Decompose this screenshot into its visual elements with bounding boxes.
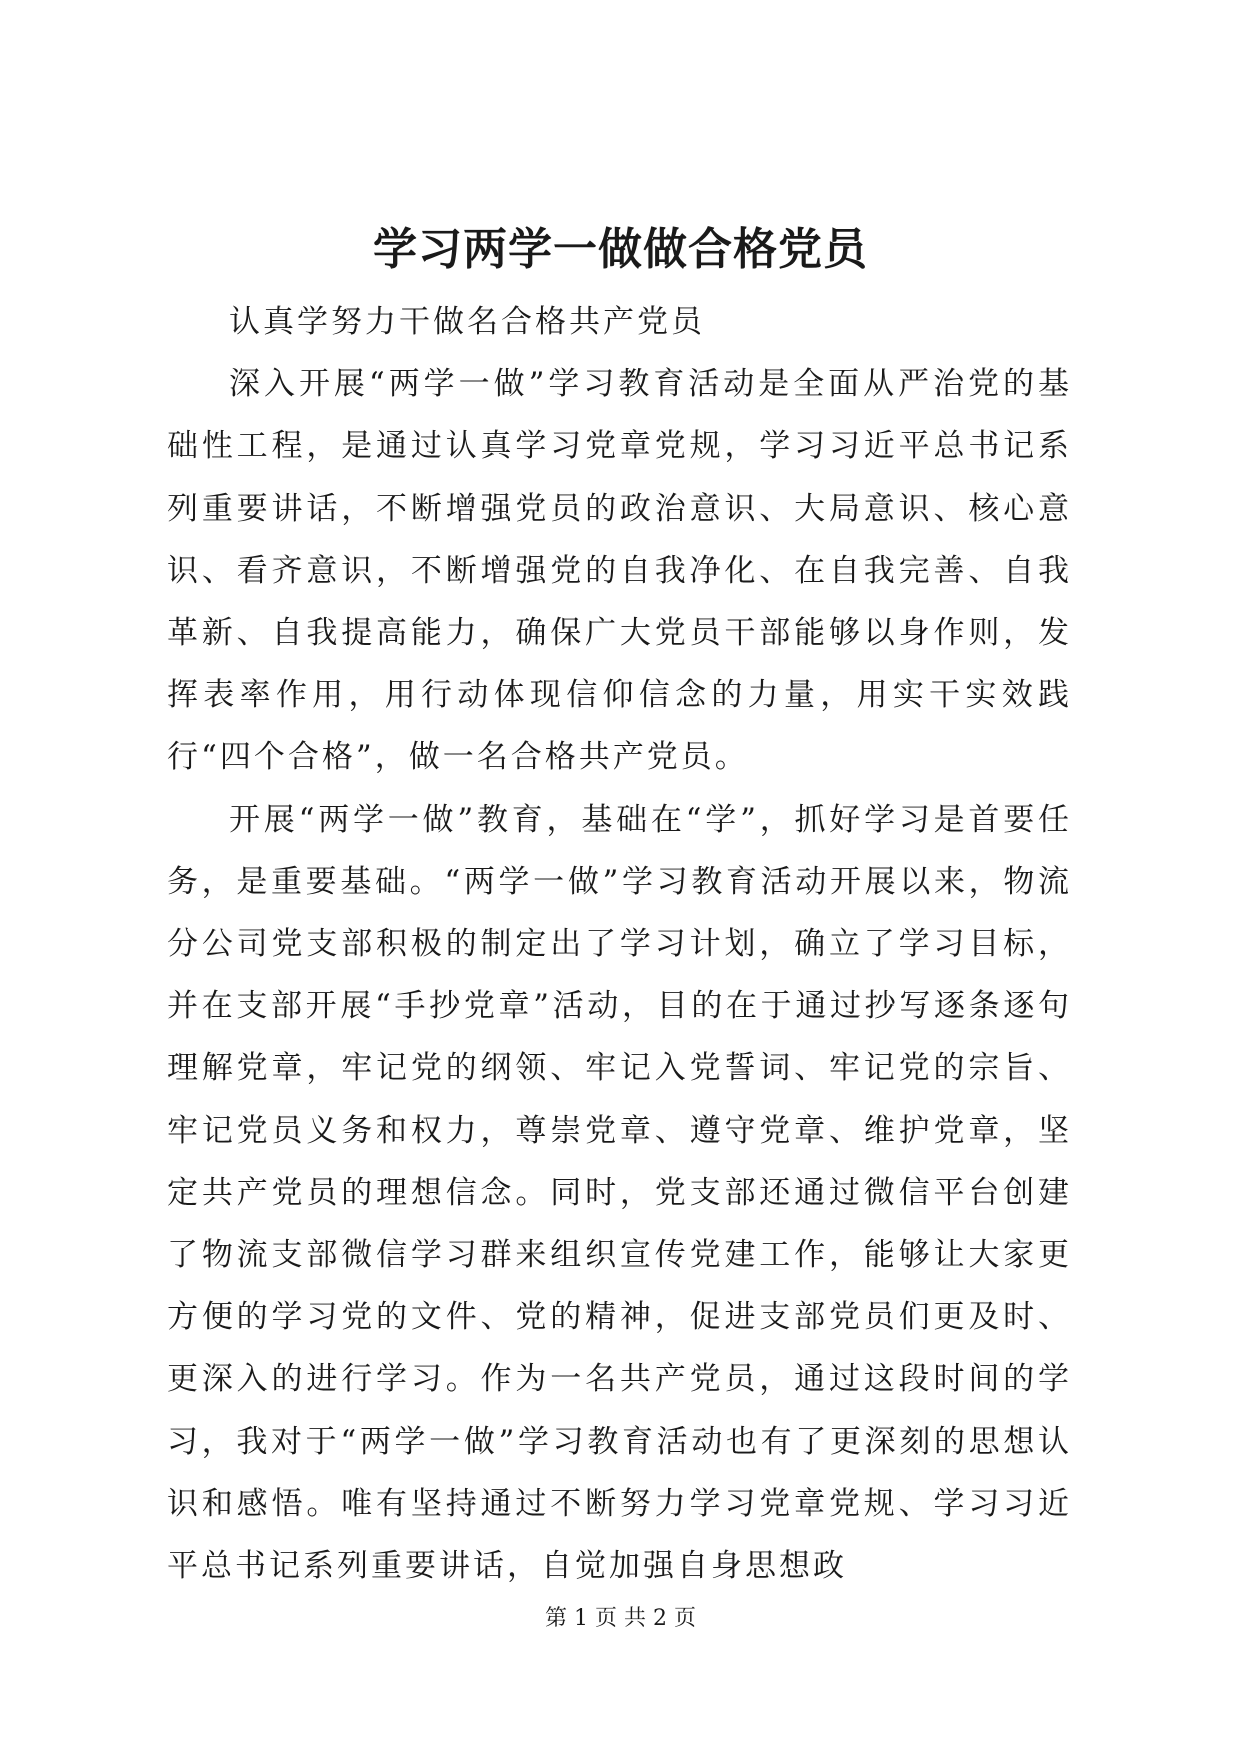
body-paragraph: 开展“两学一做”教育，基础在“学”，抓好学习是首要任务，是重要基础。“两学一做”学习教育活动开展以来，物流分公司党支部积极的制定出了学习计划，确立了学习目标，并在支部开展“手抄党章”活动，目的在于通过抄写逐条逐句理解党章，牢记党的纲领、牢记入党誓词、牢记党的宗旨、牢记党员义务和权力，尊崇党章、遵守党章、维护党章，坚定共产党员的理想信念。同时，党支部还通过微信平台创建了物流支部微信学习群来组织宣传党建工作，能够让大家更方便的学习党的文件、党的精神，促进支部党员们更及时、更深入的进行学习。作为一名共产党员，通过这段时间的学习，我对于“两学一做”学习教育活动也有了更深刻的思想认识和感悟。唯有坚持通过不断努力学习党章党规、学习习近平总书记系列重要讲话，自觉加强自身思想政: [167, 801, 1072, 1585]
subtitle-paragraph: 认真学努力干做名合格共产党员: [229, 304, 705, 340]
document-body: [167, 291, 1072, 1597]
document-title: 学习两学一做做合格党员: [373, 224, 868, 275]
page-footer: 第 1 页 共 2 页: [545, 1606, 696, 1631]
body-paragraph: 深入开展“两学一做”学习教育活动是全面从严治党的基础性工程，是通过认真学习党章党规，学习习近平总书记系列重要讲话，不断增强党员的政治意识、大局意识、核心意识、看齐意识，不断增强党的自我净化、在自我完善、自我革新、自我提高能力，确保广大党员干部能够以身作则，发挥表率作用，用行动体现信仰信念的力量，用实干实效践行“四个合格”，做一名合格共产党员。: [167, 366, 1072, 776]
